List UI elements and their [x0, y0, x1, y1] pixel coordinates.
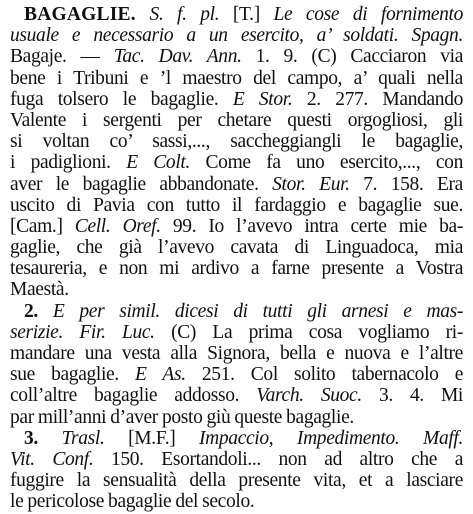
entry-line	[10, 491, 463, 512]
roman-text: i padiglioni.	[10, 152, 127, 174]
entry-line	[10, 343, 463, 364]
roman-text: uscito di Pavia con tutto il fardaggio e bagaglie sue.	[10, 194, 463, 216]
entry-line	[10, 4, 463, 25]
roman-text: le pericolose bagaglie del secolo.	[10, 491, 255, 513]
roman-text: tesaureria, e non mi ardivo a farne presente a Vostra	[10, 258, 463, 280]
italic-text: Le cose di fornimento	[273, 4, 464, 25]
entry-line	[10, 89, 463, 110]
roman-text: [Cam.]	[10, 215, 75, 237]
roman-text: [T.]	[219, 4, 274, 25]
roman-text: Valente i sergenti per chetare questi orgogliosi, gli	[10, 109, 463, 131]
entry-line	[10, 110, 463, 131]
roman-text: 2. 277. Mandando	[292, 88, 464, 110]
entry-line	[10, 25, 463, 46]
entry-line	[10, 301, 463, 322]
entry-line	[10, 407, 463, 428]
italic-text: Varch. Suoc.	[256, 385, 362, 407]
entry-line	[10, 385, 463, 406]
italic-text: Trasl.	[61, 427, 105, 449]
entry-line	[10, 195, 463, 216]
roman-text: gaglie, che già l’avevo cavata di Linguadoca, mia	[10, 237, 463, 259]
roman-text: 7. 158. Era	[349, 173, 463, 195]
sense-number: 2.	[24, 300, 38, 322]
roman-text: sue bagaglie.	[10, 364, 136, 386]
roman-text: Come fa uno esercito,..., con	[190, 152, 463, 174]
italic-text: S. f. pl.	[149, 4, 220, 25]
entry-line	[10, 449, 463, 470]
roman-text: Bagaje. —	[10, 46, 114, 68]
roman-text: si voltan co’ sassi,..., saccheggiangli le bagaglie,	[10, 131, 463, 153]
entry-line	[10, 68, 463, 89]
roman-text: 1. 9. (C) Cacciaron via	[241, 46, 463, 68]
sense-number: 3.	[24, 427, 38, 449]
entry-line	[10, 216, 463, 237]
dictionary-entry-bagaglie	[10, 4, 463, 513]
entry-line	[10, 322, 463, 343]
italic-text: serizie. Fir. Luc.	[10, 321, 155, 343]
roman-text: 99. Io l’avevo intra certe mie ba-	[160, 215, 464, 237]
italic-text: Cell. Oref.	[74, 215, 161, 237]
entry-line	[10, 279, 463, 300]
roman-text: coll’altre bagaglie addosso.	[10, 385, 257, 407]
roman-text: par mill’anni d’aver posto giù queste bagaglie.	[10, 406, 354, 428]
italic-text: Tac. Dav. Ann.	[113, 46, 242, 68]
roman-text	[38, 428, 62, 449]
roman-text: (C) La prima cosa vogliamo ri-	[154, 321, 463, 343]
roman-text: 3. 4. Mi	[361, 385, 463, 407]
italic-text: Vit. Conf.	[10, 448, 94, 470]
italic-text: E As.	[135, 364, 186, 386]
italic-text: Stor. Eur.	[272, 173, 350, 195]
entry-line	[10, 364, 463, 385]
entry-line	[10, 428, 463, 449]
roman-text: fuggire la sensualità della presente vita, et a lasciare	[10, 470, 463, 492]
entry-line	[10, 46, 463, 67]
italic-text: usuale e necessario a un esercito, a’ soldati. Spagn.	[10, 25, 463, 47]
italic-text: Impaccio, Impedimento. Maff.	[199, 427, 464, 449]
roman-text: bene i Tribuni e ’l maestro del campo, a’ quali nella	[10, 67, 463, 89]
roman-text	[38, 301, 53, 322]
italic-text: E per simil. dicesi di tutti gli arnesi e mas-	[52, 300, 463, 322]
roman-text: Maestà.	[10, 279, 69, 301]
roman-text: mandare una vesta alla Signora, bella e nuova e l’altre	[10, 343, 463, 364]
roman-text: 150. Esortandoli... non ad altro che a	[93, 448, 463, 470]
roman-text: [M.F.]	[104, 427, 200, 449]
entry-line	[10, 237, 463, 258]
roman-text	[136, 4, 150, 25]
roman-text: 251. Col solito tabernacolo e	[185, 364, 463, 386]
headword: BAGAGLIE.	[24, 4, 136, 25]
entry-line	[10, 470, 463, 491]
italic-text: E Stor.	[232, 88, 293, 110]
roman-text: aver le bagaglie abbandonate.	[10, 173, 273, 195]
entry-line	[10, 174, 463, 195]
roman-text: fuga tolsero le bagaglie.	[10, 88, 233, 110]
italic-text: E Colt.	[126, 152, 190, 174]
entry-line	[10, 258, 463, 279]
entry-line	[10, 152, 463, 173]
entry-line	[10, 131, 463, 152]
